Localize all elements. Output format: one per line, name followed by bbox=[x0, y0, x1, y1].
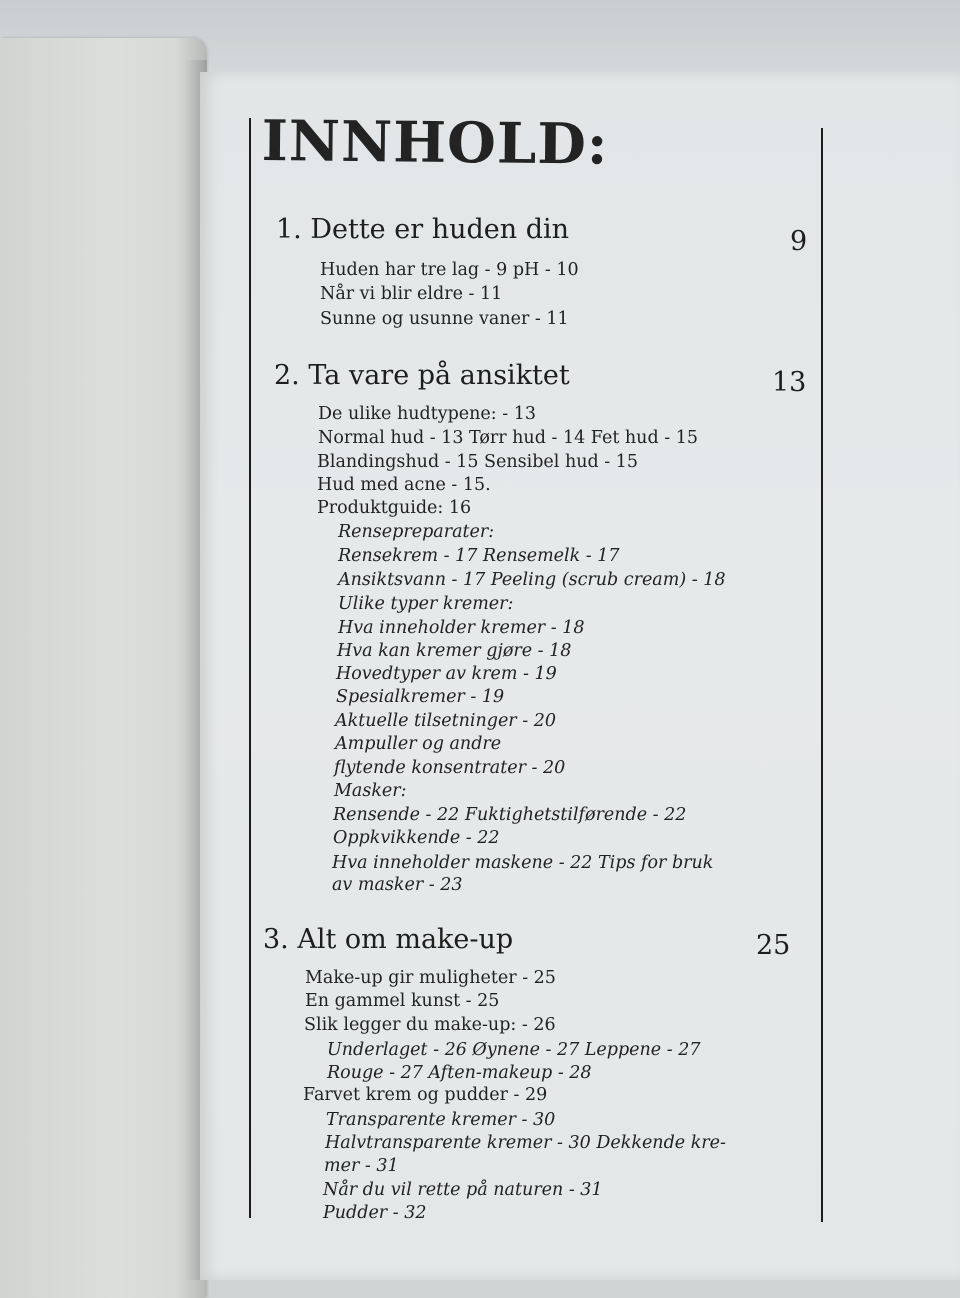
toc-entry: Huden har tre lag - 9 pH - 10 bbox=[320, 260, 579, 280]
toc-entry: En gammel kunst - 25 bbox=[305, 991, 500, 1011]
toc-entry: Rensende - 22 Fuktighetstilførende - 22 bbox=[333, 805, 687, 825]
toc-subheading: Masker: bbox=[334, 781, 407, 801]
toc-entry: mer - 31 bbox=[324, 1156, 399, 1176]
toc-entry: Underlaget - 26 Øynene - 27 Leppene - 27 bbox=[327, 1040, 701, 1060]
chapter-3-heading: 3. Alt om make-up bbox=[263, 924, 514, 955]
toc-entry: Hva inneholder kremer - 18 bbox=[338, 618, 585, 638]
toc-entry: av masker - 23 bbox=[332, 875, 463, 895]
page-title: INNHOLD: bbox=[261, 108, 609, 178]
toc-entry: Rouge - 27 Aften-makeup - 28 bbox=[327, 1063, 592, 1083]
toc-entry: Ampuller og andre bbox=[335, 734, 502, 754]
chapter-1-page: 9 bbox=[790, 226, 808, 257]
toc-entry: Normal hud - 13 Tørr hud - 14 Fet hud - 15 bbox=[318, 428, 698, 448]
chapter-2-page: 13 bbox=[772, 367, 807, 398]
toc-entry: Make-up gir muligheter - 25 bbox=[305, 968, 556, 988]
toc-entry: Hva inneholder maskene - 22 Tips for bruk bbox=[332, 853, 714, 873]
toc-entry: Rensekrem - 17 Rensemelk - 17 bbox=[338, 546, 620, 566]
toc-entry: Ansiktsvann - 17 Peeling (scrub cream) - 18 bbox=[338, 570, 726, 590]
toc-entry: Spesialkremer - 19 bbox=[336, 687, 505, 707]
toc-entry: Aktuelle tilsetninger - 20 bbox=[335, 711, 556, 731]
chapter-1-heading: 1. Dette er huden din bbox=[276, 214, 570, 245]
toc-entry: Halvtransparente kremer - 30 Dekkende kre- bbox=[325, 1133, 726, 1153]
toc-entry: flytende konsentrater - 20 bbox=[334, 758, 566, 778]
toc-entry: Farvet krem og pudder - 29 bbox=[303, 1085, 548, 1105]
chapter-2-heading: 2. Ta vare på ansiktet bbox=[274, 360, 570, 391]
toc-entry: Slik legger du make-up: - 26 bbox=[304, 1015, 556, 1035]
toc-entry: Hva kan kremer gjøre - 18 bbox=[337, 641, 572, 661]
toc-entry: Når du vil rette på naturen - 31 bbox=[323, 1180, 603, 1200]
toc-entry: Oppkvikkende - 22 bbox=[333, 828, 500, 848]
toc-entry: Pudder - 32 bbox=[323, 1203, 427, 1223]
toc-entry: Hovedtyper av krem - 19 bbox=[336, 664, 557, 684]
toc-entry: Sunne og usunne vaner - 11 bbox=[320, 309, 569, 329]
toc-subheading: Ulike typer kremer: bbox=[338, 594, 514, 614]
toc-entry: De ulike hudtypene: - 13 bbox=[318, 404, 536, 424]
toc-entry: Blandingshud - 15 Sensibel hud - 15 bbox=[317, 452, 638, 472]
toc-entry: Hud med acne - 15. bbox=[317, 475, 491, 495]
toc-subheading: Rensepreparater: bbox=[338, 522, 495, 542]
chapter-3-page: 25 bbox=[756, 930, 791, 961]
toc-entry: Transparente kremer - 30 bbox=[326, 1110, 556, 1130]
toc-entry: Produktguide: 16 bbox=[317, 498, 472, 518]
toc-entry: Når vi blir eldre - 11 bbox=[320, 284, 503, 304]
